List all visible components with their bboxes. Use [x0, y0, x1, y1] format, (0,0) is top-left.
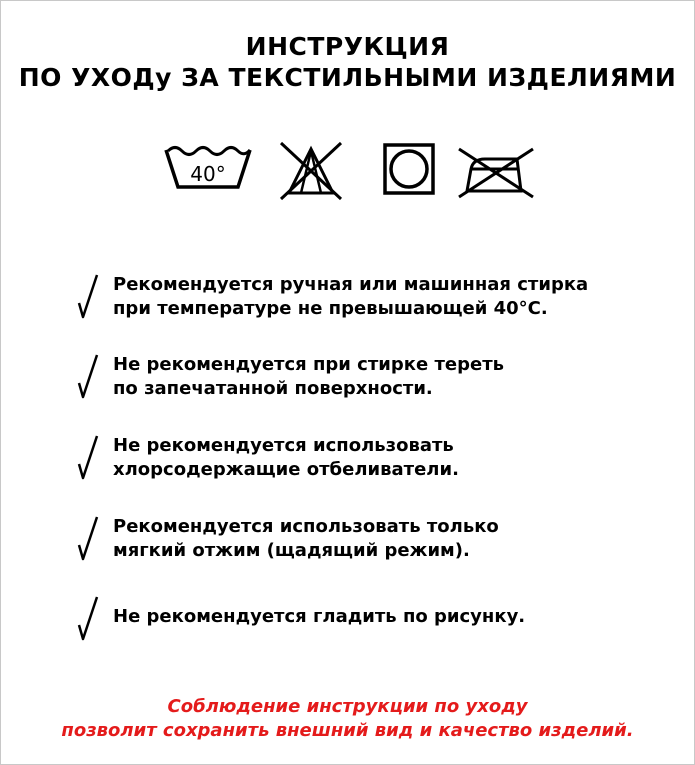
care-rule-text	[113, 515, 499, 563]
footer-line-1: Соблюдение инструкции по уходу	[167, 696, 528, 717]
footer-line-2: позволит сохранить внешний вид и качество изделий.	[61, 720, 634, 741]
care-symbols	[1, 141, 694, 201]
check-mark-icon	[77, 434, 99, 482]
care-rule-line: по запечатанной поверхности.	[113, 378, 433, 399]
tumble-dry-icon	[381, 141, 437, 201]
care-rule-text	[113, 353, 504, 401]
care-rule	[77, 273, 677, 333]
care-rule-text	[113, 605, 525, 629]
care-rule-text	[113, 273, 588, 321]
check-mark-icon	[77, 515, 99, 563]
title-line-1: ИНСТРУКЦИЯ	[245, 32, 450, 61]
page-title	[1, 31, 694, 93]
care-rule	[77, 515, 677, 575]
wash-temperature-label: 40°	[190, 162, 226, 186]
care-rule	[77, 434, 677, 494]
footer-note	[1, 695, 694, 743]
care-rule-line: Рекомендуется использовать только	[113, 516, 499, 537]
care-rule-line: Не рекомендуется использовать	[113, 435, 454, 456]
check-mark-icon	[77, 595, 99, 643]
care-rule-line: хлорсодержащие отбеливатели.	[113, 459, 459, 480]
title-line-2: ПО УХОДу ЗА ТЕКСТИЛЬНЫМИ ИЗДЕЛИЯМИ	[18, 63, 677, 92]
care-rule-line: мягкий отжим (щадящий режим).	[113, 540, 470, 561]
check-mark-icon	[77, 353, 99, 401]
care-rule	[77, 595, 677, 655]
care-rule	[77, 353, 677, 413]
no-bleach-icon	[275, 141, 347, 201]
check-mark-icon	[77, 273, 99, 321]
no-iron-icon	[457, 141, 535, 201]
care-rule-line: Не рекомендуется при стирке тереть	[113, 354, 505, 375]
care-rule-text	[113, 434, 459, 482]
wash-40-icon	[162, 141, 254, 201]
care-rule-line: Рекомендуется ручная или машинная стирка	[113, 274, 589, 295]
care-rule-line: Не рекомендуется гладить по рисунку.	[113, 606, 526, 627]
care-rule-line: при температуре не превышающей 40°С.	[113, 298, 548, 319]
